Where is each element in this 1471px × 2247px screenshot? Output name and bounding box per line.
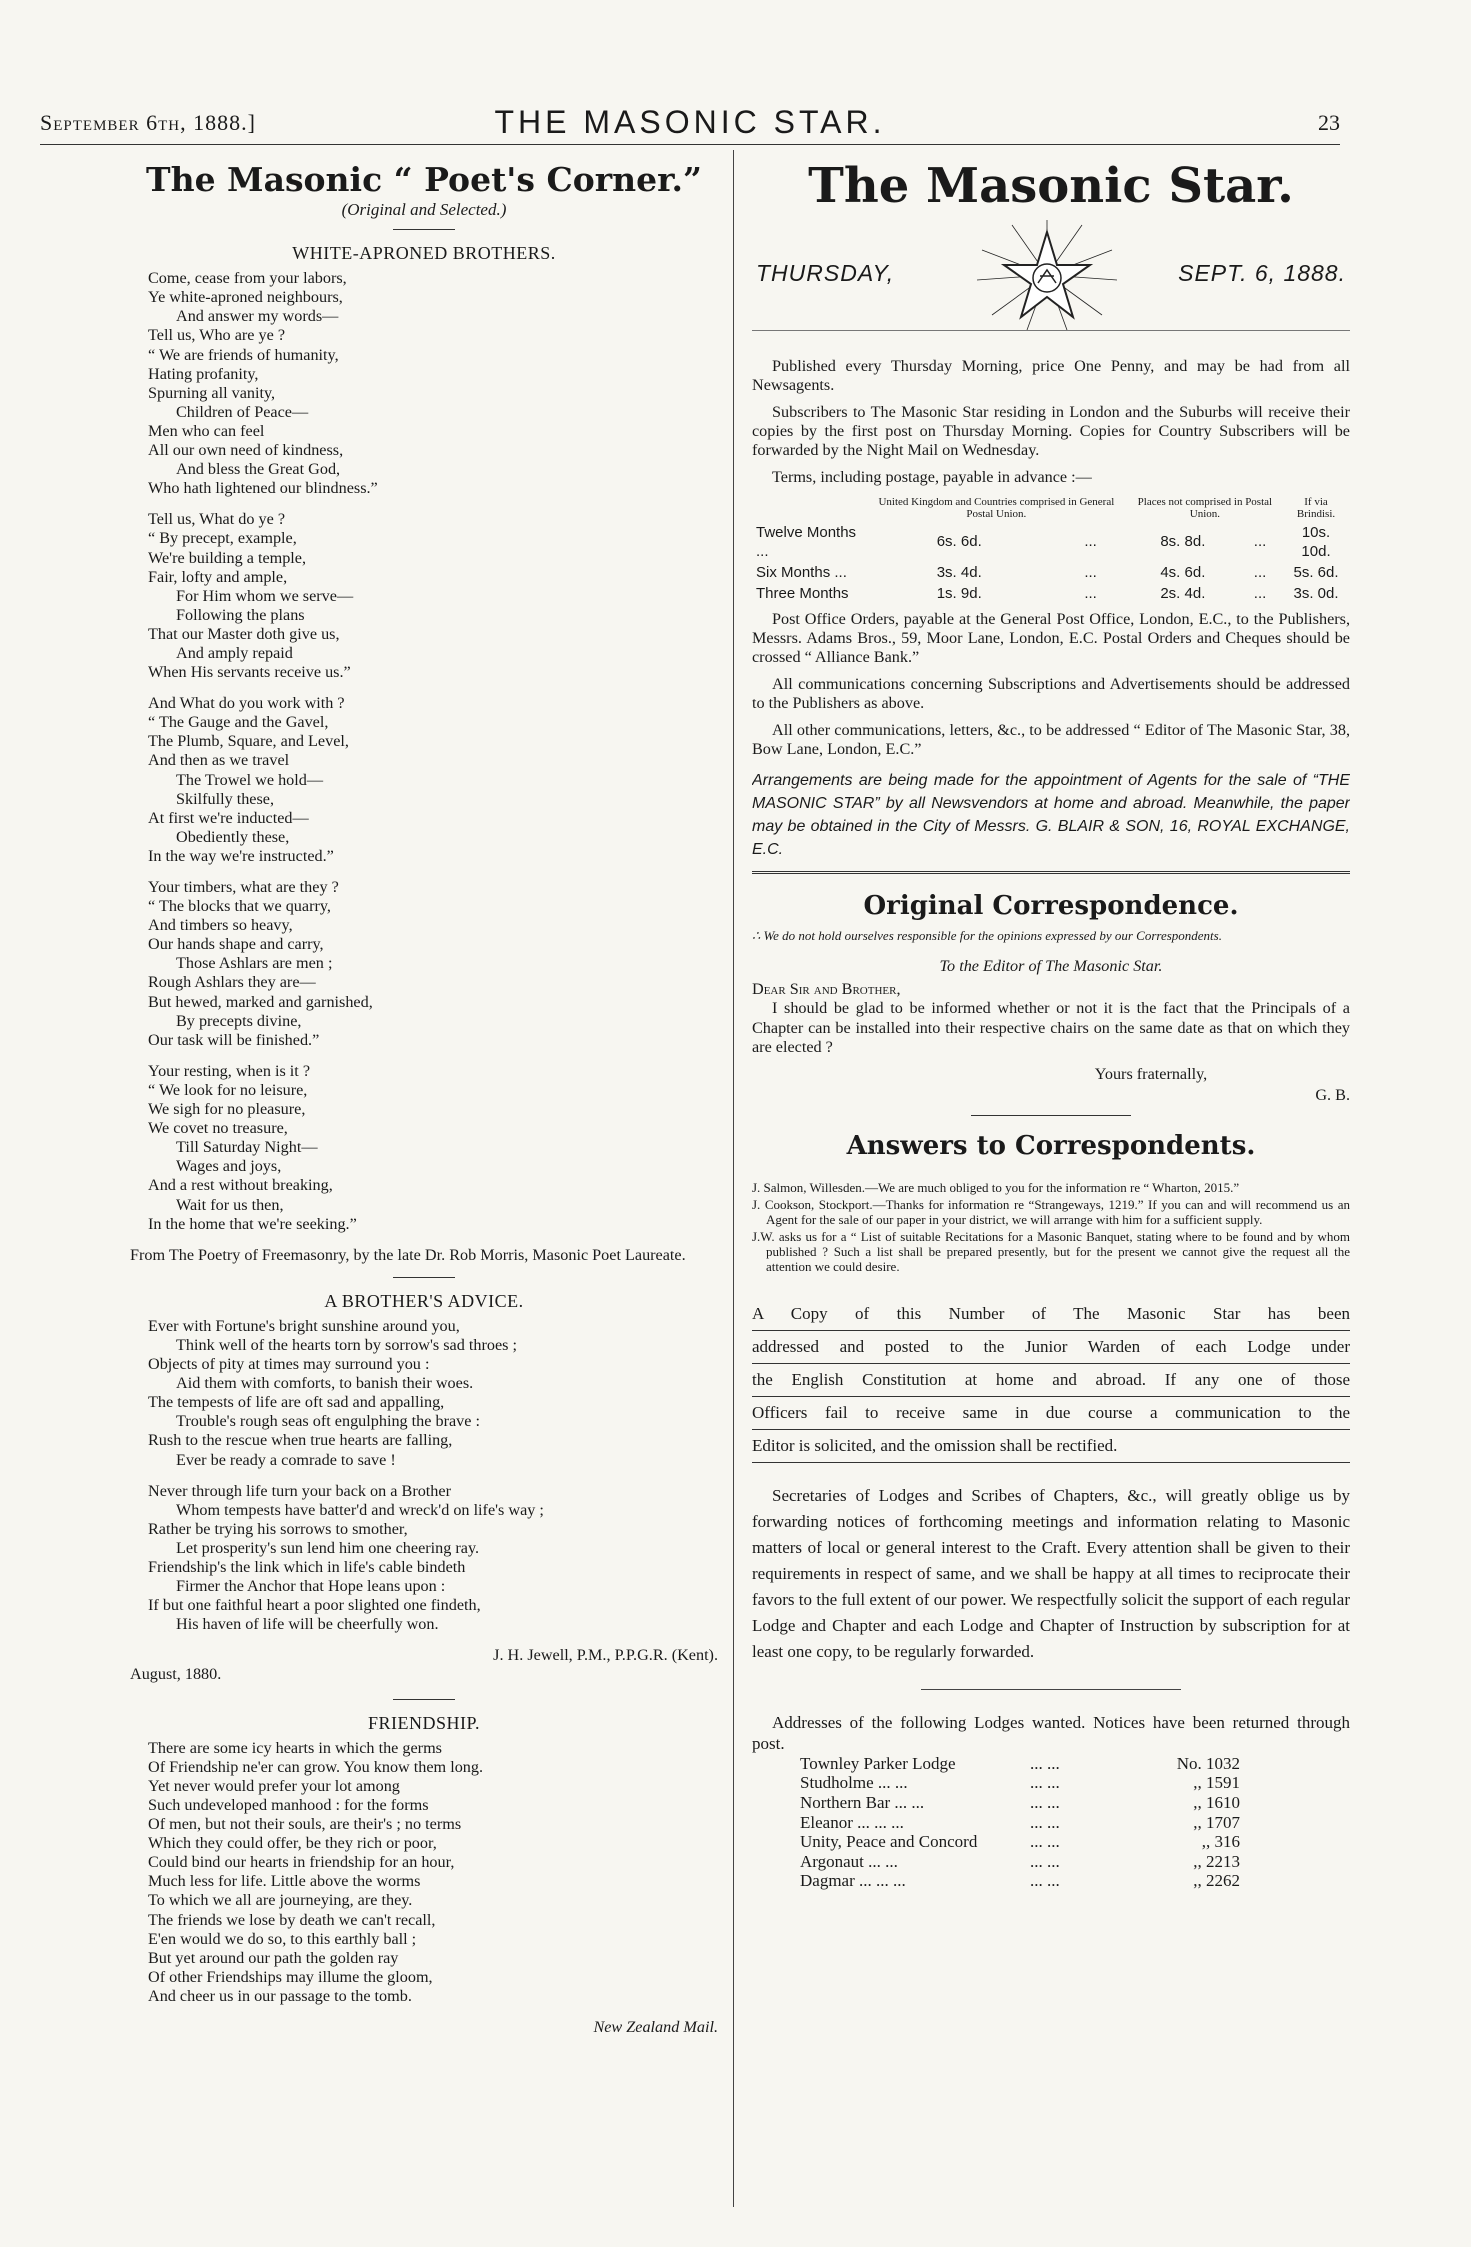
answers-title: Answers to Correspondents. [846, 1130, 1256, 1161]
poem-line: “ We are friends of humanity, [148, 345, 339, 364]
publication-info: Published every Thursday Morning, price One Penny, and may be had from all Newsagents. [752, 357, 1350, 395]
poem-line: “ The blocks that we quarry, [148, 897, 331, 916]
letter-signature: G. B. [1315, 1085, 1350, 1104]
poem-line: And timbers so heavy, [148, 916, 293, 935]
poem-line: And answer my words— [176, 307, 339, 326]
poem-line: We covet no treasure, [148, 1119, 288, 1138]
divider [393, 1277, 455, 1278]
lodge-dots: ... ... [1030, 1773, 1060, 1793]
poem-line: By precepts divine, [176, 1011, 302, 1030]
poem-line: And cheer us in our passage to the tomb. [148, 1986, 412, 2005]
divider [393, 1699, 455, 1700]
poem-line: But hewed, marked and garnished, [148, 992, 373, 1011]
lodge-row [752, 1793, 1350, 1813]
subscription-communications: All communications concerning Subscriptions and Advertisements should be addressed to the Publishers as above. [752, 674, 1350, 712]
poem-line: Friendship's the link which in life's cable bindeth [148, 1558, 466, 1576]
terms-cell: ... [1084, 533, 1097, 551]
left-column [130, 158, 718, 2217]
terms-cell: 4s. 6d. [1160, 563, 1206, 581]
poem-line: Think well of the hearts torn by sorrow's sad throes ; [176, 1335, 517, 1354]
stanza [148, 1317, 718, 1470]
stanza [148, 694, 718, 866]
poem-line: Who hath lightened our blindness.” [148, 479, 378, 498]
lodges-list [752, 1754, 1350, 1891]
lodge-number: ,, 1591 [1193, 1773, 1240, 1793]
poem-line: The Trowel we hold— [176, 770, 324, 789]
terms-cell: 2s. 4d. [1160, 584, 1206, 602]
poem-line: There are some icy hearts in which the germs [148, 1738, 442, 1757]
correspondence-disclaimer: ∴ We do not hold ourselves responsible for the opinions expressed by our Correspondents. [752, 928, 1222, 944]
header-title: THE MASONIC STAR. [494, 104, 886, 140]
poem-line: To which we all are journeying, are they. [148, 1891, 413, 1910]
poem-line: Aid them with comforts, to banish their woes. [176, 1374, 474, 1393]
header-page-number: 23 [1318, 110, 1340, 135]
poem-line: Your resting, when is it ? [148, 1061, 311, 1080]
poem-line: In the home that we're seeking.” [148, 1214, 357, 1233]
lodge-row [752, 1754, 1350, 1774]
poem-line: We sigh for no pleasure, [148, 1100, 306, 1119]
lodge-name: Dagmar ... ... ... [800, 1871, 906, 1891]
letter-closing: Yours fraternally, [1094, 1064, 1208, 1083]
poem-line: Whom tempests have batter'd and wreck'd on life's way ; [176, 1500, 544, 1519]
poem-line: Spurning all vanity, [148, 383, 276, 402]
poem-title: WHITE-APRONED BROTHERS. [292, 243, 556, 264]
poem-line: Fair, lofty and ample, [148, 567, 288, 586]
poem-line: Which they could offer, be they rich or poor, [148, 1834, 437, 1853]
poem-line: But yet around our path the golden ray [148, 1948, 399, 1967]
poem-line: Wait for us then, [176, 1195, 284, 1214]
lodge-number: ,, 2213 [1193, 1851, 1240, 1871]
poem-line: Objects of pity at times may surround you : [148, 1355, 430, 1374]
terms-row [752, 562, 1350, 583]
answer-item: J.W. asks us for a “ List of suitable Recitations for a Masonic Banquet, stating where to be found and by whom published ? Such a list shall be prepared presently, but for the present we cannot give the request all the attention we could desire. [752, 1228, 1350, 1274]
stanza [148, 1482, 718, 1635]
poem-line: Till Saturday Night— [176, 1138, 318, 1157]
copy-notice-line: the English Constitution at home and abroad. If any one of those [752, 1364, 1350, 1397]
poem-line: And What do you work with ? [148, 694, 345, 713]
poem-line: All our own need of kindness, [148, 441, 344, 460]
terms-intro: Terms, including postage, payable in advance :— [772, 468, 1092, 487]
copy-notice-line: Officers fail to receive same in due course a communication to the [752, 1397, 1350, 1430]
copy-notice-line: Editor is solicited, and the omission shall be rectified. [752, 1430, 1350, 1463]
poem-line: Let prosperity's sun lend him one cheering ray. [176, 1538, 480, 1557]
terms-cell: 10s. 10d. [1301, 523, 1331, 560]
poem-line: Children of Peace— [176, 402, 309, 421]
lodge-dots: ... ... [1030, 1832, 1060, 1852]
poem-line: Trouble's rough seas oft engulphing the brave : [176, 1412, 480, 1431]
lodge-number: ,, 1707 [1193, 1812, 1240, 1832]
poem-title: A BROTHER'S ADVICE. [324, 1290, 524, 1311]
right-column [752, 158, 1350, 2217]
poem-line: Wages and joys, [176, 1157, 282, 1176]
correspondence-title: Original Correspondence. [863, 891, 1239, 922]
terms-header: Places not comprised in Postal Union. [1137, 495, 1273, 520]
divider [393, 229, 455, 230]
poem-line: Much less for life. Little above the worms [148, 1872, 421, 1891]
lodge-dots: ... ... [1030, 1851, 1060, 1871]
lodge-row [752, 1832, 1350, 1852]
terms-cell: ... [1084, 584, 1097, 602]
poem-line: Firmer the Anchor that Hope leans upon : [176, 1577, 446, 1596]
lodge-number: No. 1032 [1176, 1753, 1240, 1773]
poem-line: Skilfully these, [176, 789, 275, 808]
lodge-row [752, 1773, 1350, 1793]
terms-cell: 5s. 6d. [1293, 563, 1339, 581]
copy-notice [752, 1298, 1350, 1463]
letter-body: I should be glad to be informed whether or not it is the fact that the Principals of a Chapter can be installed into their respective chairs on the same date as that on which they are elected ? [752, 999, 1350, 1056]
stanza [148, 510, 718, 682]
masthead-day: THURSDAY, [756, 260, 895, 286]
masonic-star-icon [972, 220, 1122, 330]
lodge-number: ,, 2262 [1193, 1871, 1240, 1891]
terms-row [752, 522, 1350, 562]
lodge-dots: ... ... [1030, 1753, 1060, 1773]
terms-header: If via Brindisi. [1296, 495, 1336, 520]
lodge-row [752, 1813, 1350, 1833]
poem-line: The friends we lose by death we can't recall, [148, 1910, 436, 1929]
poem-line: Never through life turn your back on a Brother [148, 1481, 451, 1500]
poem-line: E'en would we do so, to this earthly ball ; [148, 1929, 417, 1948]
letter-salutation: Dear Sir and Brother, [752, 980, 901, 999]
secretaries-notice: Secretaries of Lodges and Scribes of Chapters, &c., will greatly oblige us by forwarding notices of forthcoming meetings and information relating to Masonic matters of local or general interest to the Craft. Every attention shall be given to their requirements in respect of same, and we shall be happy at all times to reciprocate their favors to the full extent of our power. We respectfully solicit the support of each regular Lodge and Chapter and each Lodge and Chapter of Instruction by subscription for at least one copy, to be regularly forwarded. [752, 1485, 1350, 1661]
terms-cell: 8s. 8d. [1160, 533, 1206, 551]
terms-cell: 6s. 6d. [936, 533, 982, 551]
terms-header: United Kingdom and Countries comprised in General Postal Union. [878, 495, 1115, 520]
lodge-dots: ... ... [1030, 1871, 1060, 1891]
letter-addressee: To the Editor of The Masonic Star. [939, 957, 1163, 976]
masthead-date: SEPT. 6, 1888. [1178, 260, 1346, 286]
lodge-name: Townley Parker Lodge [800, 1753, 956, 1773]
poem-white-aproned-brothers [130, 269, 718, 1234]
poem-line: Tell us, What do ye ? [148, 510, 286, 529]
stanza [148, 269, 718, 498]
divider [971, 1115, 1131, 1116]
post-office-info: Post Office Orders, payable at the General Post Office, London, E.C., to the Publishers, Messrs. Adams Bros., 59, Moor Lane, London, E.C. Postal Orders and Cheques should be crossed “ Alliance Bank.” [752, 609, 1350, 666]
lodge-name: Northern Bar ... ... [800, 1793, 925, 1813]
poem-line: And a rest without breaking, [148, 1176, 333, 1195]
poem-line: Ever be ready a comrade to save ! [176, 1450, 396, 1469]
poem-line: When His servants receive us.” [148, 663, 351, 682]
poem-line: For Him whom we serve— [176, 586, 354, 605]
poem-line: And bless the Great God, [176, 460, 341, 479]
poem-line: The tempests of life are oft sad and appalling, [148, 1393, 445, 1412]
poem-line: Those Ashlars are men ; [176, 954, 333, 973]
poem-line: Men who can feel [148, 421, 265, 440]
poem-line: “ The Gauge and the Gavel, [148, 713, 329, 732]
stanza [148, 878, 718, 1050]
poem-brothers-advice [130, 1317, 718, 1635]
poem-line: Ye white-aproned neighbours, [148, 288, 343, 307]
terms-cell: 1s. 9d. [936, 584, 982, 602]
poem-line: That our Master doth give us, [148, 624, 340, 643]
poem-line: Of other Friendships may illume the gloom, [148, 1967, 433, 1986]
poem-line: “ We look for no leisure, [148, 1080, 308, 1099]
editor-communications: All other communications, letters, &c., to be addressed “ Editor of The Masonic Star, 38, Bow Lane, London, E.C.” [752, 721, 1350, 759]
poem-line: “ By precept, example, [148, 529, 297, 548]
poem-date: August, 1880. [130, 1665, 222, 1684]
lodge-row [752, 1852, 1350, 1872]
terms-cell: ... [1253, 563, 1267, 581]
lodge-number: ,, 1610 [1193, 1793, 1240, 1813]
poem-line: Our task will be finished.” [148, 1030, 320, 1049]
poem-line: Hating profanity, [148, 364, 259, 383]
poem-line: Such undeveloped manhood : for the forms [148, 1795, 429, 1814]
subscription-terms-table [752, 496, 1350, 604]
poem-line: And then as we travel [148, 751, 290, 770]
terms-header [752, 496, 865, 522]
poem-line: Yet never would prefer your lot among [148, 1776, 400, 1795]
masthead-dateline [752, 220, 1350, 331]
poem-line: Could bind our hearts in friendship for an hour, [148, 1853, 455, 1872]
poem-line: Of men, but not their souls, are their's ; no terms [148, 1815, 462, 1834]
copy-notice-line: A Copy of this Number of The Masonic Star has been [752, 1298, 1350, 1331]
poets-corner-subtitle: (Original and Selected.) [341, 200, 507, 219]
poem-title: FRIENDSHIP. [367, 1712, 481, 1733]
poem-attribution: From The Poetry of Freemasonry, by the late Dr. Rob Morris, Masonic Poet Laureate. [130, 1245, 686, 1264]
lodges-intro: Addresses of the following Lodges wanted. Notices have been returned through post. [752, 1712, 1350, 1753]
poem-line: If but one faithful heart a poor slighted one findeth, [148, 1596, 481, 1615]
terms-cell: Three Months [756, 584, 849, 602]
poem-line: Come, cease from your labors, [148, 269, 347, 288]
terms-cell: 3s. 0d. [1293, 584, 1339, 602]
copy-notice-line: addressed and posted to the Junior Warden of each Lodge under [752, 1331, 1350, 1364]
poem-line: His haven of life will be cheerfully won. [176, 1615, 439, 1634]
lodge-name: Studholme ... ... [800, 1773, 908, 1793]
poem-line: Rough Ashlars they are— [148, 973, 316, 992]
poem-line: The Plumb, Square, and Level, [148, 732, 349, 751]
terms-cell: Six Months ... [756, 563, 847, 581]
lodge-dots: ... ... [1030, 1812, 1060, 1832]
divider [921, 1689, 1181, 1690]
subscriber-info: Subscribers to The Masonic Star residing in London and the Suburbs will receive their copies by the first post on Thursday Morning. Copies for Country Subscribers will be forwarded by the Night Mail on Wednesday. [752, 403, 1350, 460]
poem-line: Rather be trying his sorrows to smother, [148, 1519, 408, 1538]
poets-corner-title: The Masonic “ Poet's Corner.” [146, 160, 702, 199]
poem-friendship [148, 1739, 718, 2006]
poem-line: Our hands shape and carry, [148, 935, 324, 954]
page-header [40, 104, 1340, 145]
poem-line: And amply repaid [176, 643, 293, 662]
agents-notice: Arrangements are being made for the appointment of Agents for the sale of “THE MASONIC STAR” by all Newsvendors at home and abroad. Meanwhile, the paper may be obtained in the City of Messrs. G. BLAIR & SON, 16, ROYAL EXCHANGE, E.C. [752, 772, 1350, 859]
poem-line: We're building a temple, [148, 548, 307, 567]
lodge-row [752, 1871, 1350, 1891]
poem-line: Rush to the rescue when true hearts are falling, [148, 1431, 453, 1450]
poem-line: In the way we're instructed.” [148, 846, 334, 865]
poem-line: Following the plans [176, 605, 305, 624]
terms-cell: ... [1253, 584, 1267, 602]
divider [752, 871, 1350, 874]
answer-item: J. Salmon, Willesden.—We are much obliged to you for the information re “ Wharton, 2015.” [752, 1179, 1240, 1195]
poem-signature: J. H. Jewell, P.M., P.P.G.R. (Kent). [493, 1646, 718, 1665]
terms-cell: ... [1084, 563, 1097, 581]
terms-cell: 3s. 4d. [936, 563, 982, 581]
lodge-name: Unity, Peace and Concord [800, 1832, 978, 1852]
lodge-name: Eleanor ... ... ... [800, 1812, 904, 1832]
lodge-name: Argonaut ... ... [800, 1851, 898, 1871]
stanza [148, 1062, 718, 1234]
terms-row [752, 583, 1350, 604]
poem-line: Tell us, Who are ye ? [148, 326, 286, 345]
poem-line: Obediently these, [176, 827, 290, 846]
column-divider [733, 150, 734, 2207]
header-date: September 6th, 1888.] [40, 110, 256, 135]
answer-item: J. Cookson, Stockport.—Thanks for information re “Strangeways, 1219.” If you can and will recommend us an Agent for the sale of our paper in your district, we will arrange with him for a sufficient supply. [752, 1196, 1350, 1227]
lodge-dots: ... ... [1030, 1793, 1060, 1813]
terms-cell: ... [1253, 533, 1267, 551]
poem-line: Your timbers, what are they ? [148, 878, 339, 896]
poem-line: Ever with Fortune's bright sunshine around you, [148, 1316, 460, 1335]
lodge-number: ,, 316 [1201, 1832, 1240, 1852]
poem-line: Of Friendship ne'er can grow. You know them long. [148, 1757, 484, 1776]
poem-line: At first we're inducted— [148, 808, 309, 827]
masthead-title: The Masonic Star. [808, 158, 1294, 214]
terms-cell: Twelve Months ... [756, 523, 857, 560]
poem-source: New Zealand Mail. [593, 2017, 718, 2036]
